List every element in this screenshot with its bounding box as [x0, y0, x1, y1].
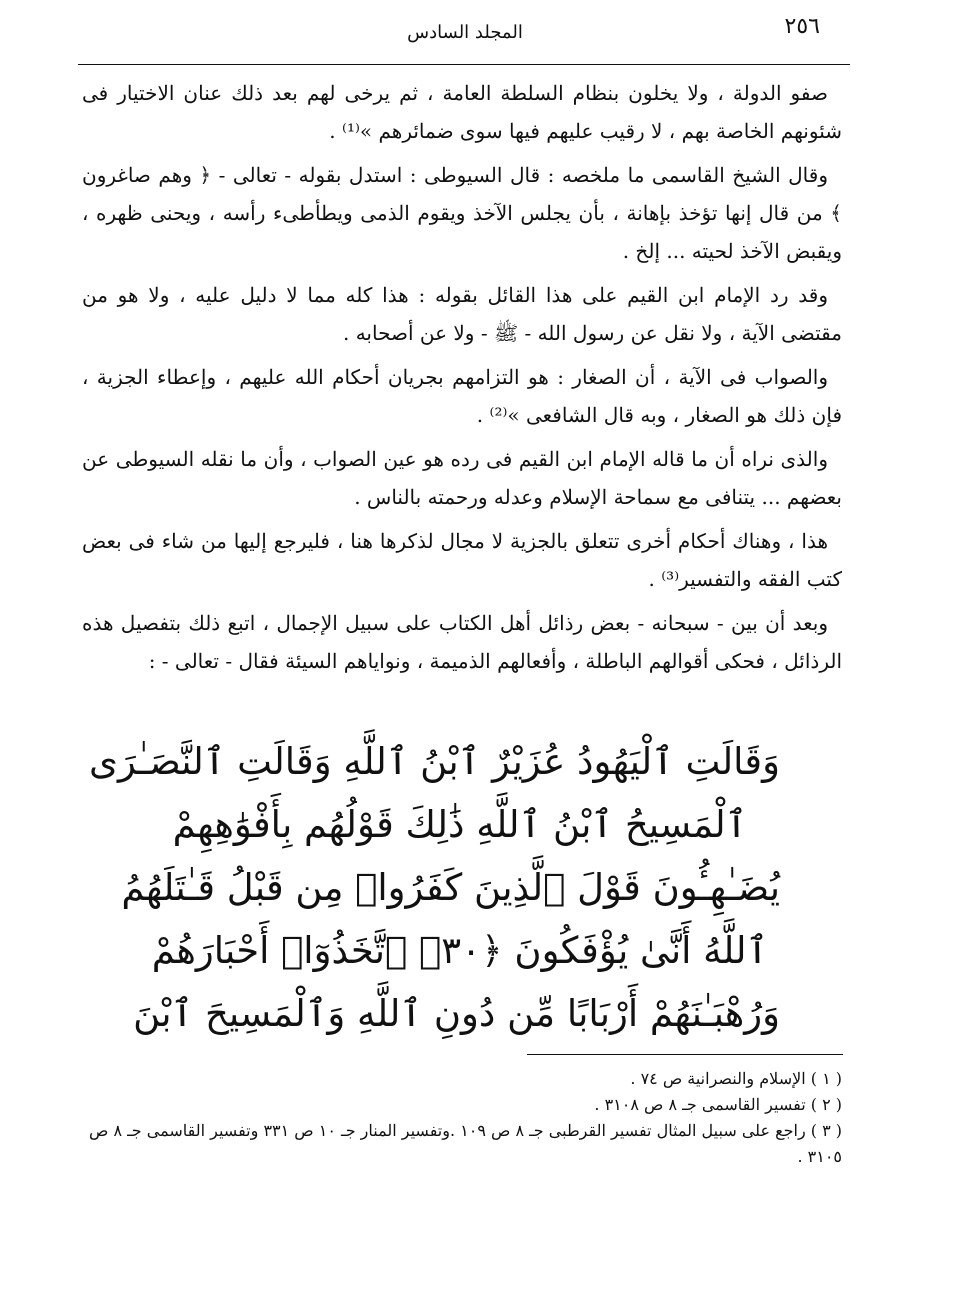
verse-line: وَرُهْبَـٰنَهُمْ أَرْبَابًا مِّن دُونِ ٱللَّهِ وَٱلْمَسِيحَ ٱبْنَ [133, 992, 780, 1035]
paragraph: صفو الدولة ، ولا يخلون بنظام السلطة العامة ، ثم يرخى لهم بعد ذلك عنان الاختيار فى شئونهم الخاصة بهم ، لا رقيب عليهم فيها سوى ضمائرهم »⁽¹⁾ . [82, 81, 842, 143]
footnote: ( ١ ) الإسلام والنصرانية ص ٧٤ . [630, 1069, 842, 1088]
page-number: ٢٥٦ [784, 14, 820, 39]
page-header [80, 14, 850, 54]
paragraph: هذا ، وهناك أحكام أخرى تتعلق بالجزية لا مجال لذكرها هنا ، فليرجع إليها من شاء فى بعض كتب الفقه والتفسير⁽³⁾ . [82, 529, 842, 591]
footnote-separator [527, 1054, 843, 1055]
footnotes [82, 1066, 842, 1170]
running-title: المجلد السادس [407, 22, 523, 43]
body-text [82, 74, 842, 686]
header-rule [78, 64, 850, 65]
footnote: ( ٢ ) تفسير القاسمى جـ ٨ ص ٣١٠٨ . [594, 1095, 842, 1114]
paragraph: وقد رد الإمام ابن القيم على هذا القائل بقوله : هذا كله مما لا دليل عليه ، ولا هو من مقتضى الآية ، ولا نقل عن رسول الله - ﷺ - ولا عن أصحابه . [82, 283, 842, 345]
paragraph: وبعد أن بين - سبحانه - بعض رذائل أهل الكتاب على سبيل الإجمال ، اتبع ذلك بتفصيل هذه الرذائل ، فحكى أقوالهم الباطلة ، وأفعالهم الذميمة ، ونواياهم السيئة فقال - تعالى - : [82, 611, 842, 673]
verse-line: وَقَالَتِ ٱلْيَهُودُ عُزَيْرٌ ٱبْنُ ٱللَّهِ وَقَالَتِ ٱلنَّصَـٰرَى [88, 740, 780, 783]
paragraph: والصواب فى الآية ، أن الصغار : هو التزامهم بجريان أحكام الله عليهم ، وإعطاء الجزية ، فإن ذلك هو الصغار ، وبه قال الشافعى »⁽²⁾ . [82, 365, 842, 427]
paragraph: وقال الشيخ القاسمى ما ملخصه : قال السيوطى : استدل بقوله - تعالى - ﴿ وهم صاغرون ﴾ من قال إنها تؤخذ بإهانة ، بأن يجلس الآخذ ويقوم الذمى ويطأطىء رأسه ، ويحنى ظهره ، ويقبض الآخذ لحيته ... إلخ . [82, 163, 842, 263]
quran-verse-block [88, 730, 780, 1045]
verse-line: ٱلْمَسِيحُ ٱبْنُ ٱللَّهِ ذَٰلِكَ قَوْلُهُم بِأَفْوَٰهِهِمْ [172, 803, 748, 846]
verse-line: ٱللَّهُ أَنَّىٰ يُؤْفَكُونَ ﴿٣٠﴾ ٱتَّخَذُوٓا۟ أَحْبَارَهُمْ [151, 929, 769, 972]
paragraph: والذى نراه أن ما قاله الإمام ابن القيم فى رده هو عين الصواب ، وأن ما نقله السيوطى عن بعضهم ... يتنافى مع سماحة الإسلام وعدله ورحمته بالناس . [82, 447, 842, 509]
footnote: ( ٣ ) راجع على سبيل المثال تفسير القرطبى جـ ٨ ص ١٠٩ .وتفسير المنار جـ ١٠ ص ٣٣١ وتفسير القاسمى جـ ٨ ص ٣١٠٥ . [89, 1121, 842, 1166]
verse-line: يُضَـٰهِـُٔونَ قَوْلَ ٱلَّذِينَ كَفَرُوا۟ مِن قَبْلُ قَـٰتَلَهُمُ [121, 866, 780, 909]
